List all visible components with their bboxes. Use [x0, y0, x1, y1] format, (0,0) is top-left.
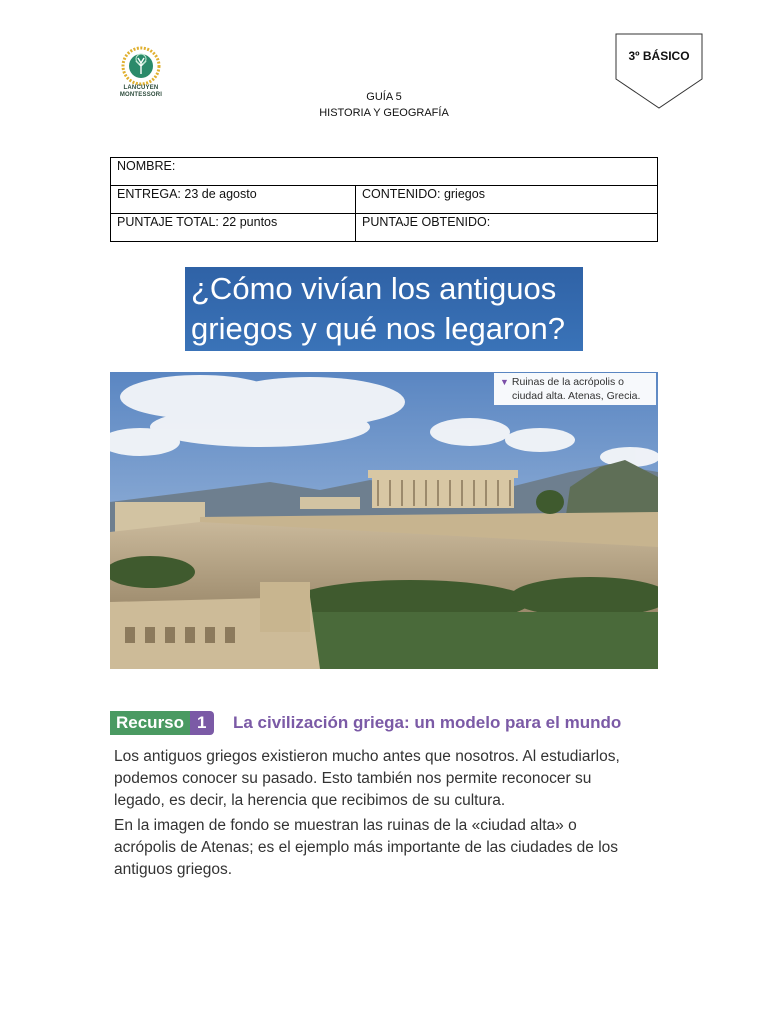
logo-line2: MONTESSORI: [119, 92, 163, 98]
table-row: [111, 214, 658, 242]
banner-line1: ¿Cómo vivían los antiguos: [191, 271, 557, 306]
caption-line2: ciudad alta. Atenas, Grecia.: [512, 390, 641, 402]
table-row: [111, 186, 658, 214]
logo-line1: LANCUYEN: [123, 85, 159, 91]
photo-caption: [494, 373, 656, 405]
delivery-cell: ENTREGA: 23 de agosto: [111, 186, 356, 214]
resource-label: Recurso: [110, 711, 190, 735]
obtained-score-cell[interactable]: PUNTAJE OBTENIDO:: [356, 214, 658, 242]
resource-paragraph: Los antiguos griegos existieron mucho antes que nosotros. Al estudiarlos, podemos conocer su pasado. Esto también nos permite reconocer su legado, es decir, la herencia que recibimos de su cultura.: [114, 748, 620, 809]
guide-number: GUÍA 5: [366, 91, 402, 103]
resource-number: 1: [190, 711, 213, 735]
resource-title: La civilización griega: un modelo para el mundo: [233, 713, 622, 732]
subject-title: HISTORIA Y GEOGRAFÍA: [319, 107, 449, 119]
total-score-cell: PUNTAJE TOTAL: 22 puntos: [111, 214, 356, 242]
name-cell[interactable]: NOMBRE:: [111, 158, 658, 186]
triangle-down-icon: ▼: [500, 377, 509, 387]
table-row: [111, 158, 658, 186]
resource-paragraph: En la imagen de fondo se muestran las ruinas de la «ciudad alta» o acrópolis de Atenas; es el ejemplo más importante de las ciudades de los antiguos griegos.: [114, 817, 619, 878]
title-banner: [185, 267, 583, 351]
content-cell: CONTENIDO: griegos: [356, 186, 658, 214]
student-info-table: [110, 157, 658, 242]
acropolis-photo: [110, 372, 658, 669]
guide-header: [0, 89, 768, 121]
caption-line1: Ruinas de la acrópolis o: [511, 376, 624, 388]
grade-badge-label: 3º BÁSICO: [628, 49, 690, 63]
resource-badge: [110, 711, 214, 735]
banner-line2: griegos y qué nos legaron?: [191, 311, 565, 346]
